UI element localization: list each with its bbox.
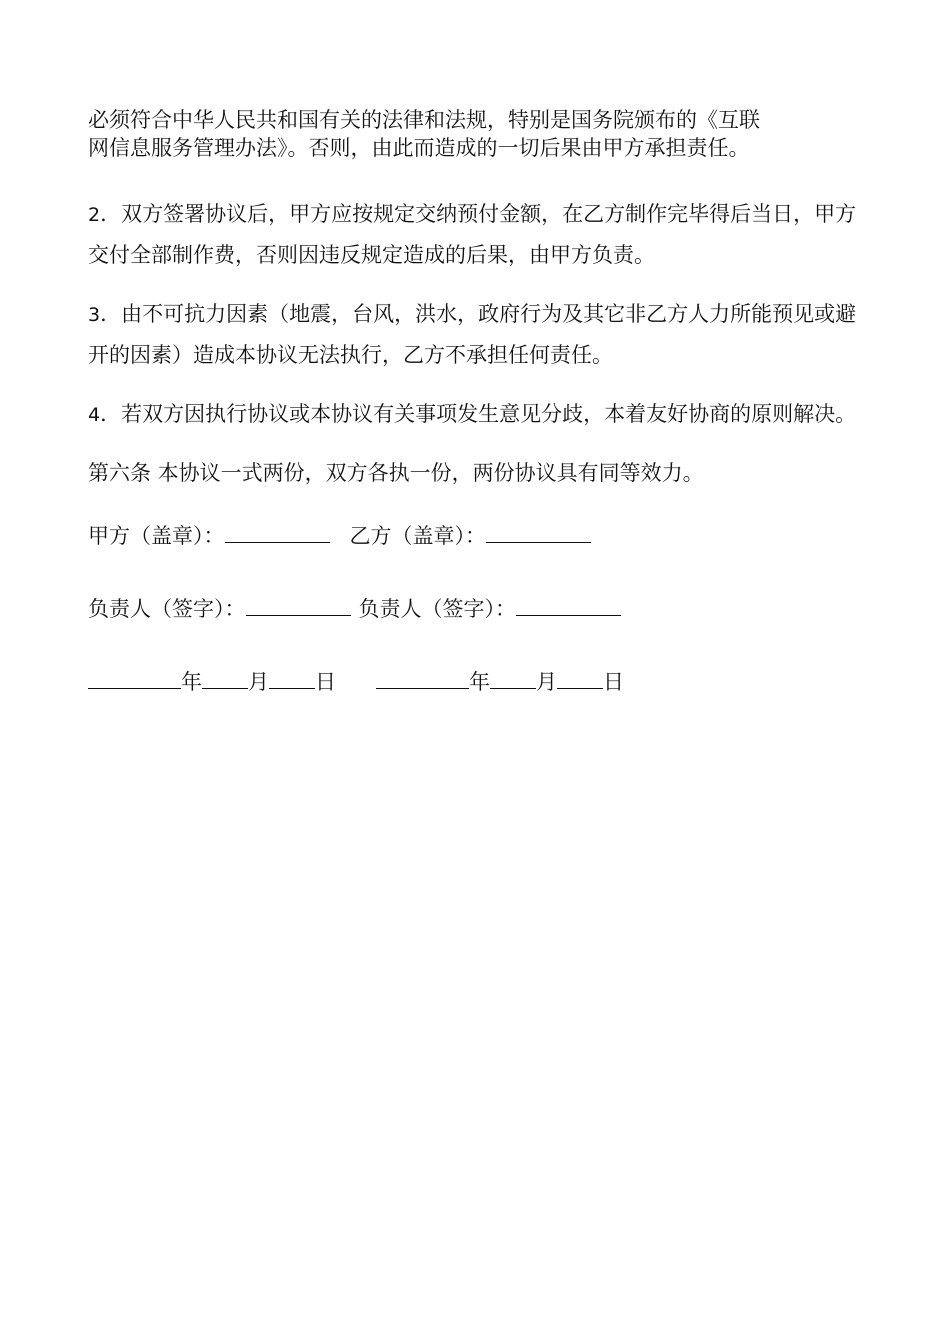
party-a-seal-label: 甲方（盖章）： [88,524,225,548]
clause-3 [88,294,868,375]
document-page [88,106,868,702]
day-label: 日 [603,670,624,694]
date-a-year-blank[interactable] [88,670,181,689]
date-a-month-blank[interactable] [202,670,248,689]
clause-text: ．双方签署协议后，甲方应按规定交纳预付金额，在乙方制作完毕得后当日，甲方交付全部制作费，否则因违反规定造成的后果，由甲方负责。 [88,202,857,267]
day-label: 日 [315,670,336,694]
party-b-seal-blank[interactable] [486,524,591,543]
paragraph-line: 网信息服务管理办法》。否则，由此而造成的一切后果由甲方承担责任。 [88,136,750,160]
clause-text: ．若双方因执行协议或本协议有关事项发生意见分歧，本着友好协商的原则解决。 [100,402,857,426]
clause-number: 2 [88,204,101,226]
month-label: 月 [536,670,557,694]
clause-number: 4 [88,404,101,426]
person-a-sign-blank[interactable] [246,597,351,616]
clause-number: 3 [88,304,101,326]
signature-row [88,589,868,629]
date-row [88,662,868,702]
paragraph-law-compliance [88,106,868,162]
year-label: 年 [181,670,202,694]
date-b-day-blank[interactable] [557,670,603,689]
date-b-year-blank[interactable] [376,670,469,689]
person-b-sign-blank[interactable] [516,597,621,616]
article-6: 第六条 本协议一式两份，双方各执一份，两份协议具有同等效力。 [88,461,704,485]
year-label: 年 [469,670,490,694]
month-label: 月 [248,670,269,694]
date-b-month-blank[interactable] [490,670,536,689]
person-a-sign-label: 负责人（签字）： [88,597,246,621]
clause-4 [88,394,868,435]
clause-text: ．由不可抗力因素（地震，台风，洪水，政府行为及其它非乙方人力所能预见或避开的因素）造成本协议无法执行，乙方不承担任何责任。 [88,302,857,367]
party-b-seal-label: 乙方（盖章）： [349,524,486,548]
clause-2 [88,194,868,275]
party-a-seal-blank[interactable] [225,524,330,543]
date-a-day-blank[interactable] [269,670,315,689]
paragraph-line: 必须符合中华人民共和国有关的法律和法规，特别是国务院颁布的《互联 [88,108,760,132]
person-b-sign-label: 负责人（签字）： [358,597,516,621]
seal-row [88,516,868,556]
